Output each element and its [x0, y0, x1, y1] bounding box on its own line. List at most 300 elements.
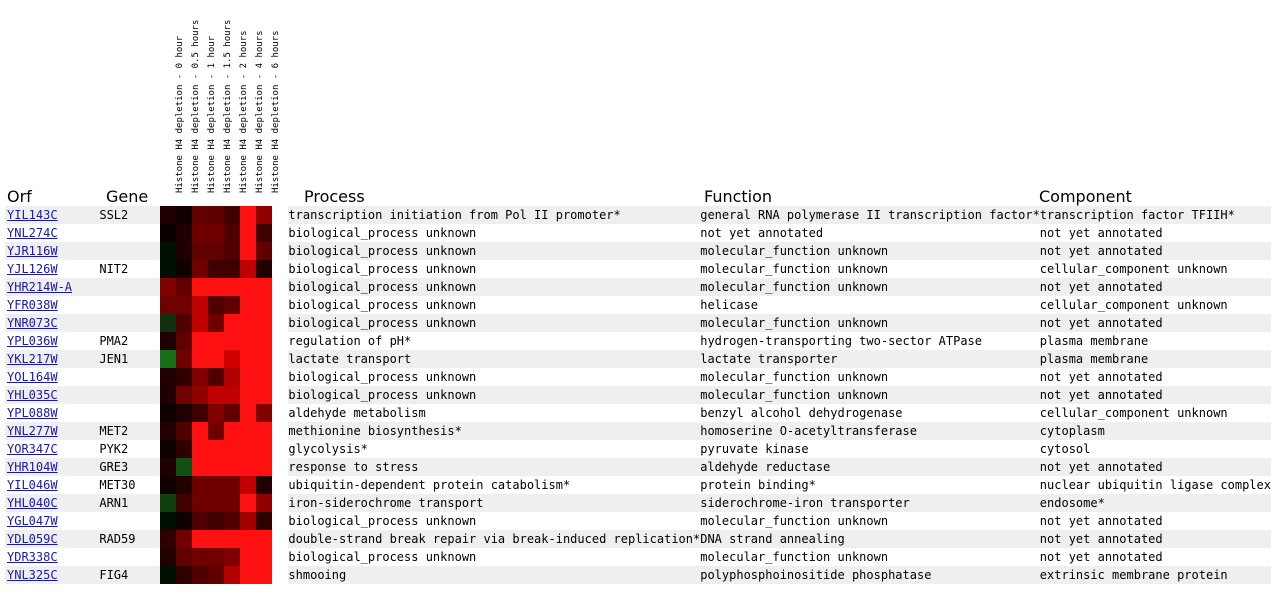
- expression-cell: [160, 242, 176, 260]
- expression-cell: [176, 440, 192, 458]
- expression-cell: [208, 422, 224, 440]
- expression-cell: [176, 458, 192, 476]
- component-cell: not yet annotated: [1040, 278, 1271, 296]
- expression-heatmap-row: [160, 350, 272, 368]
- function-cell: general RNA polymerase II transcription factor*: [700, 208, 1040, 222]
- expression-cell: [192, 350, 208, 368]
- function-cell: molecular_function unknown: [700, 548, 1040, 566]
- component-cell: nuclear ubiquitin ligase complex: [1039, 478, 1271, 492]
- function-cell: polyphosphoinositide phosphatase: [700, 566, 1040, 584]
- expression-cell: [208, 350, 224, 368]
- expression-cell: [208, 548, 224, 566]
- table-row: [5, 296, 1271, 314]
- expression-cell: [208, 368, 224, 386]
- orf-link[interactable]: YKL217W: [7, 352, 58, 366]
- spacer: [272, 224, 288, 242]
- expression-heatmap-row: [160, 530, 272, 548]
- process-cell: biological_process unknown: [288, 260, 700, 278]
- expression-cell: [192, 566, 208, 584]
- expression-cell: [256, 368, 272, 386]
- spacer: [272, 530, 288, 548]
- spacer: [272, 206, 288, 224]
- table-row: [5, 368, 1271, 386]
- expression-cell: [224, 224, 240, 242]
- expression-cell: [176, 512, 192, 530]
- orf-link[interactable]: YNR073C: [7, 316, 58, 330]
- expression-cell: [176, 314, 192, 332]
- expression-cell: [256, 440, 272, 458]
- orf-link[interactable]: YIL046W: [7, 478, 58, 492]
- function-cell: not yet annotated: [700, 224, 1040, 242]
- table-row: [5, 530, 1271, 548]
- expression-cell: [192, 206, 208, 224]
- spacer: [272, 458, 288, 476]
- spacer: [272, 548, 288, 566]
- gene-cell: SSL2: [99, 206, 160, 224]
- expression-heatmap-row: [160, 278, 272, 296]
- expression-cell: [176, 548, 192, 566]
- process-cell: biological_process unknown: [288, 314, 700, 332]
- table-row: [5, 314, 1271, 332]
- function-cell: molecular_function unknown: [700, 368, 1040, 386]
- expression-cell: [240, 242, 256, 260]
- expression-heatmap-row: [160, 404, 272, 422]
- expression-cell: [160, 566, 176, 584]
- process-cell: biological_process unknown: [288, 548, 700, 566]
- expression-cell: [208, 494, 224, 512]
- expression-cell: [160, 494, 176, 512]
- expression-cell: [192, 422, 208, 440]
- spacer: [272, 476, 288, 494]
- expression-cell: [176, 368, 192, 386]
- expression-cell: [160, 314, 176, 332]
- table-row: [5, 440, 1271, 458]
- expression-cell: [240, 512, 256, 530]
- process-cell: biological_process unknown: [288, 296, 700, 314]
- expression-cell: [256, 386, 272, 404]
- expression-cell: [240, 548, 256, 566]
- expression-cell: [192, 368, 208, 386]
- orf-link[interactable]: YFR038W: [7, 298, 58, 312]
- function-cell: DNA strand annealing: [700, 530, 1040, 548]
- table-row: [5, 206, 1271, 224]
- function-cell: siderochrome-iron transporter: [700, 494, 1040, 512]
- expression-cell: [240, 530, 256, 548]
- orf-cell: [5, 566, 99, 584]
- expression-cell: [256, 494, 272, 512]
- gene-cell: FIG4: [99, 566, 160, 584]
- expression-heatmap-row: [160, 494, 272, 512]
- expression-cell: [176, 296, 192, 314]
- expression-cell: [176, 242, 192, 260]
- orf-link[interactable]: YGL047W: [7, 514, 58, 528]
- spacer: [272, 512, 288, 530]
- process-cell: transcription initiation from Pol II promoter*: [288, 206, 700, 224]
- component-cell: cytosol: [1040, 440, 1271, 458]
- expression-cell: [240, 206, 256, 224]
- expression-cell: [192, 440, 208, 458]
- expression-cell: [192, 260, 208, 278]
- component-cell: not yet annotated: [1040, 224, 1271, 242]
- expression-cell: [240, 440, 256, 458]
- gene-cell: ARN1: [99, 494, 160, 512]
- expression-cell: [192, 242, 208, 260]
- orf-link[interactable]: YJR116W: [7, 244, 58, 258]
- orf-cell: [5, 224, 99, 242]
- expression-cell: [160, 422, 176, 440]
- gene-cell: NIT2: [99, 260, 160, 278]
- expression-cell: [240, 422, 256, 440]
- orf-link[interactable]: YOR347C: [7, 442, 58, 456]
- expression-cell: [224, 368, 240, 386]
- function-cell: helicase: [700, 296, 1040, 314]
- component-cell: endosome*: [1040, 494, 1271, 512]
- table-row: [5, 332, 1271, 350]
- expression-cell: [224, 476, 240, 494]
- expression-heatmap-row: [160, 386, 272, 404]
- expression-cell: [240, 494, 256, 512]
- table-row: [5, 224, 1271, 242]
- expression-cell: [256, 350, 272, 368]
- expression-cell: [192, 386, 208, 404]
- condition-label: Histone H4 depletion - 4 hours: [255, 30, 265, 193]
- process-cell: biological_process unknown: [288, 386, 700, 404]
- orf-link[interactable]: YOL164W: [7, 370, 58, 384]
- expression-heatmap-row: [160, 440, 272, 458]
- gene-cell: PYK2: [99, 440, 160, 458]
- expression-heatmap-row: [160, 548, 272, 566]
- process-cell: biological_process unknown: [288, 242, 700, 260]
- condition-label: Histone H4 depletion - 0.5 hours: [191, 19, 201, 193]
- expression-cell: [208, 476, 224, 494]
- expression-cell: [240, 386, 256, 404]
- expression-cell: [240, 458, 256, 476]
- gene-cell: RAD59: [99, 530, 160, 548]
- expression-cell: [208, 242, 224, 260]
- expression-cell: [224, 278, 240, 296]
- orf-cell: [5, 296, 99, 314]
- process-cell: shmooing: [288, 566, 700, 584]
- expression-cell: [224, 566, 240, 584]
- function-cell: molecular_function unknown: [700, 278, 1040, 296]
- expression-heatmap-row: [160, 260, 272, 278]
- gene-cell: MET2: [99, 422, 160, 440]
- component-cell: cytoplasm: [1040, 422, 1271, 440]
- expression-cell: [240, 260, 256, 278]
- spacer: [272, 314, 288, 332]
- expression-cell: [256, 548, 272, 566]
- expression-cell: [224, 260, 240, 278]
- gene-cell: [99, 314, 160, 332]
- expression-cell: [208, 458, 224, 476]
- expression-cell: [224, 206, 240, 224]
- component-cell: not yet annotated: [1040, 530, 1271, 548]
- orf-cell: [5, 440, 99, 458]
- expression-cell: [176, 260, 192, 278]
- spacer: [272, 566, 288, 584]
- process-cell: glycolysis*: [288, 440, 700, 458]
- expression-cell: [176, 350, 192, 368]
- orf-cell: [5, 386, 99, 404]
- orf-link[interactable]: YNL274C: [7, 226, 58, 240]
- expression-cell: [176, 422, 192, 440]
- expression-cell: [176, 278, 192, 296]
- orf-cell: [5, 422, 99, 440]
- expression-cell: [240, 476, 256, 494]
- condition-label: Histone H4 depletion - 0 hour: [175, 35, 185, 193]
- gene-cell: PMA2: [99, 332, 160, 350]
- expression-cell: [192, 332, 208, 350]
- gene-cell: [99, 368, 160, 386]
- expression-cell: [208, 260, 224, 278]
- orf-link[interactable]: YNL277W: [7, 424, 58, 438]
- expression-cell: [240, 368, 256, 386]
- expression-cell: [176, 386, 192, 404]
- expression-cell: [208, 332, 224, 350]
- orf-cell: [5, 548, 99, 566]
- orf-link[interactable]: YHL035C: [7, 388, 58, 402]
- gene-table: [5, 206, 1271, 584]
- expression-cell: [176, 224, 192, 242]
- expression-cell: [160, 278, 176, 296]
- gene-cell: MET30: [99, 476, 160, 494]
- orf-cell: [5, 278, 99, 296]
- orf-cell: [5, 404, 99, 422]
- process-cell: biological_process unknown: [288, 224, 700, 242]
- process-cell: biological_process unknown: [288, 278, 700, 296]
- orf-link[interactable]: YIL143C: [7, 208, 58, 222]
- orf-link[interactable]: YHR214W-A: [7, 280, 73, 294]
- expression-cell: [160, 368, 176, 386]
- table-row: [5, 260, 1271, 278]
- orf-cell: [5, 512, 99, 530]
- expression-heatmap-row: [160, 368, 272, 386]
- expression-cell: [256, 278, 272, 296]
- spacer: [272, 260, 288, 278]
- expression-cell: [256, 512, 272, 530]
- process-cell: biological_process unknown: [288, 512, 700, 530]
- expression-cell: [240, 332, 256, 350]
- orf-cell: [5, 242, 99, 260]
- expression-heatmap-row: [160, 224, 272, 242]
- expression-cell: [256, 314, 272, 332]
- orf-link[interactable]: YPL088W: [7, 406, 58, 420]
- table-row: [5, 386, 1271, 404]
- expression-cell: [192, 494, 208, 512]
- expression-cell: [256, 224, 272, 242]
- expression-cell: [176, 530, 192, 548]
- component-cell: cellular_component unknown: [1040, 296, 1271, 314]
- orf-link[interactable]: YJL126W: [7, 262, 58, 276]
- expression-cell: [160, 512, 176, 530]
- expression-cell: [256, 206, 272, 224]
- expression-cell: [240, 314, 256, 332]
- table-row: [5, 350, 1271, 368]
- orf-header: Orf: [7, 187, 32, 206]
- component-cell: not yet annotated: [1040, 386, 1271, 404]
- component-cell: not yet annotated: [1040, 314, 1271, 332]
- process-cell: biological_process unknown: [288, 368, 700, 386]
- process-header: Process: [304, 187, 365, 206]
- expression-cell: [256, 422, 272, 440]
- expression-cell: [192, 278, 208, 296]
- component-cell: extrinsic membrane protein: [1040, 566, 1271, 584]
- expression-cell: [160, 440, 176, 458]
- expression-heatmap-row: [160, 476, 272, 494]
- expression-cell: [208, 314, 224, 332]
- expression-cell: [256, 566, 272, 584]
- expression-cell: [208, 278, 224, 296]
- orf-cell: [5, 332, 99, 350]
- orf-cell: [5, 260, 99, 278]
- expression-cell: [176, 332, 192, 350]
- gene-cell: [99, 512, 160, 530]
- expression-cell: [160, 224, 176, 242]
- component-cell: not yet annotated: [1040, 458, 1271, 476]
- table-row: [5, 512, 1271, 530]
- function-cell: aldehyde reductase: [700, 458, 1040, 476]
- orf-cell: [5, 494, 99, 512]
- process-cell: regulation of pH*: [288, 332, 700, 350]
- expression-cell: [256, 404, 272, 422]
- condition-label: Histone H4 depletion - 1.5 hours: [223, 19, 233, 193]
- gene-cell: [99, 404, 160, 422]
- expression-cell: [160, 548, 176, 566]
- orf-link[interactable]: YHL040C: [7, 496, 58, 510]
- orf-cell: [5, 314, 99, 332]
- expression-cell: [208, 566, 224, 584]
- spacer: [272, 422, 288, 440]
- process-cell: iron-siderochrome transport: [288, 494, 700, 512]
- spacer: [272, 494, 288, 512]
- table-row: [5, 242, 1271, 260]
- table-row: [5, 422, 1271, 440]
- table-row: [5, 458, 1271, 476]
- orf-link[interactable]: YNL325C: [7, 568, 58, 582]
- expression-cell: [224, 332, 240, 350]
- orf-link[interactable]: YDL059C: [7, 532, 58, 546]
- table-row: [5, 566, 1271, 584]
- expression-cell: [256, 458, 272, 476]
- expression-cell: [160, 296, 176, 314]
- table-row: [5, 278, 1271, 296]
- component-cell: cellular_component unknown: [1040, 260, 1271, 278]
- process-cell: double-strand break repair via break-induced replication*: [288, 532, 701, 546]
- expression-cell: [208, 386, 224, 404]
- function-cell: molecular_function unknown: [700, 260, 1040, 278]
- function-cell: homoserine O-acetyltransferase: [700, 422, 1040, 440]
- expression-heatmap-row: [160, 296, 272, 314]
- expression-cell: [208, 512, 224, 530]
- spacer: [272, 242, 288, 260]
- expression-cell: [192, 548, 208, 566]
- expression-cell: [256, 296, 272, 314]
- table-row: [5, 404, 1271, 422]
- process-cell: aldehyde metabolism: [288, 404, 700, 422]
- expression-cell: [240, 350, 256, 368]
- expression-cell: [224, 548, 240, 566]
- function-cell: molecular_function unknown: [700, 386, 1040, 404]
- function-cell: pyruvate kinase: [700, 440, 1040, 458]
- expression-cell: [160, 530, 176, 548]
- expression-cell: [192, 224, 208, 242]
- expression-cell: [240, 404, 256, 422]
- spacer: [272, 368, 288, 386]
- orf-link[interactable]: YPL036W: [7, 334, 58, 348]
- expression-cell: [176, 404, 192, 422]
- expression-heatmap-row: [160, 512, 272, 530]
- orf-link[interactable]: YHR104W: [7, 460, 58, 474]
- process-cell: lactate transport: [288, 350, 700, 368]
- column-headers: [0, 0, 1271, 206]
- gene-header: Gene: [106, 187, 149, 206]
- expression-cell: [224, 350, 240, 368]
- expression-cell: [224, 440, 240, 458]
- expression-cell: [256, 242, 272, 260]
- spacer: [272, 440, 288, 458]
- expression-heatmap-row: [160, 314, 272, 332]
- expression-cell: [176, 206, 192, 224]
- orf-cell: [5, 350, 99, 368]
- expression-cell: [160, 386, 176, 404]
- spacer: [272, 404, 288, 422]
- gene-cell: [99, 224, 160, 242]
- expression-cell: [208, 530, 224, 548]
- expression-heatmap-row: [160, 242, 272, 260]
- expression-heatmap-row: [160, 206, 272, 224]
- component-cell: not yet annotated: [1040, 548, 1271, 566]
- function-cell: molecular_function unknown: [700, 242, 1040, 260]
- expression-cell: [192, 458, 208, 476]
- gene-cell: [99, 296, 160, 314]
- expression-cell: [160, 458, 176, 476]
- expression-cell: [224, 512, 240, 530]
- condition-label: Histone H4 depletion - 2 hours: [239, 30, 249, 193]
- expression-cell: [208, 224, 224, 242]
- expression-cell: [256, 476, 272, 494]
- spacer: [272, 332, 288, 350]
- expression-heatmap-row: [160, 458, 272, 476]
- orf-cell: [5, 476, 99, 494]
- expression-cell: [192, 530, 208, 548]
- function-cell: protein binding*: [700, 476, 1040, 494]
- expression-cell: [224, 422, 240, 440]
- expression-cell: [160, 476, 176, 494]
- spacer: [272, 350, 288, 368]
- expression-cell: [208, 206, 224, 224]
- expression-cell: [176, 476, 192, 494]
- expression-cell: [208, 296, 224, 314]
- table-row: [5, 476, 1271, 494]
- expression-cell: [240, 296, 256, 314]
- expression-cell: [240, 224, 256, 242]
- expression-cell: [192, 404, 208, 422]
- expression-cell: [256, 530, 272, 548]
- condition-label: Histone H4 depletion - 6 hours: [271, 30, 281, 193]
- gene-cell: GRE3: [99, 458, 160, 476]
- expression-cell: [160, 260, 176, 278]
- expression-cell: [192, 296, 208, 314]
- process-cell: ubiquitin-dependent protein catabolism*: [288, 476, 700, 494]
- expression-cell: [256, 260, 272, 278]
- expression-heatmap-row: [160, 422, 272, 440]
- expression-cell: [224, 494, 240, 512]
- component-cell: transcription factor TFIIH*: [1040, 206, 1271, 224]
- expression-cell: [208, 404, 224, 422]
- spacer: [272, 386, 288, 404]
- expression-cell: [160, 350, 176, 368]
- orf-link[interactable]: YDR338C: [7, 550, 58, 564]
